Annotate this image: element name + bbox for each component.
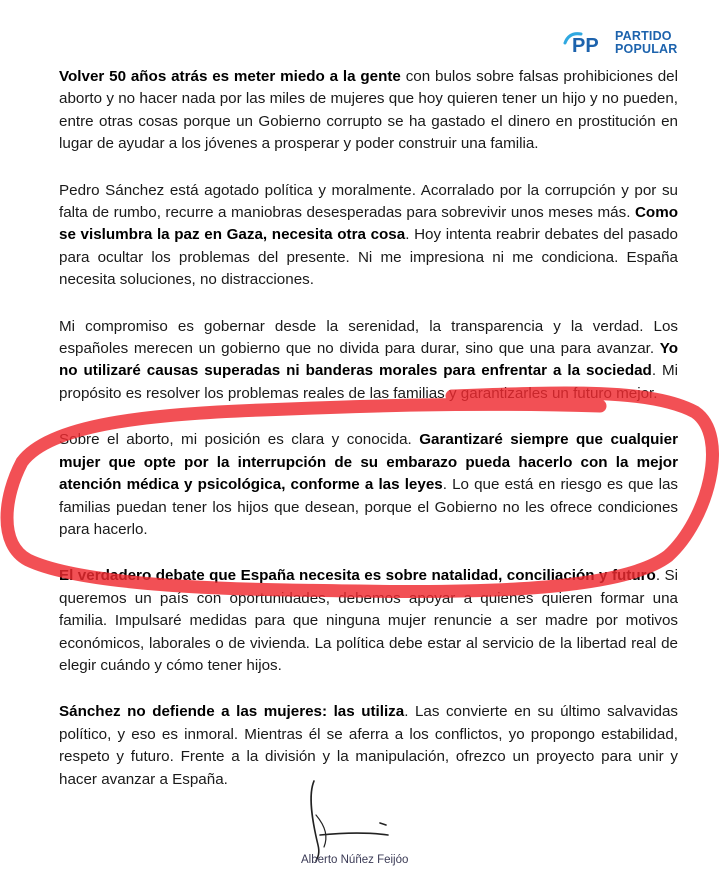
- paragraph-4-bold: Garantizaré siempre que cualquier mujer que opte por la interrupción de su embarazo pueda hacerlo con la mejor atención médica y psicológica, conforme a las leyes: [59, 431, 679, 494]
- paragraph-2: [59, 180, 678, 292]
- paragraph-4-text: . Lo que está en riesgo es que las familias puedan tener los hijos que desean, porque el Gobierno no les ofrece condiciones para hacerlo.: [59, 476, 679, 538]
- paragraph-2-text: . Hoy intenta reabrir debates del pasado para ocultar los problemas del presente. Ni me impresiona ni me condiciona. España necesita soluciones, no distracciones.: [59, 226, 678, 289]
- paragraph-4-pre: Sobre el aborto, mi posición es clara y conocida.: [59, 431, 420, 449]
- pp-logo-icon: [563, 30, 611, 56]
- paragraph-6-bold: Sánchez no defiende a las mujeres: las utiliza: [59, 703, 405, 721]
- paragraph-3: [59, 316, 678, 406]
- handwritten-signature: [296, 775, 426, 865]
- paragraph-6-text: . Las convierte en su último salvavidas político, y eso es inmoral. Mientras él se aferra a los conflictos, yo propongo estabilidad, respeto y futuro. Frente a la división y la manipulación, ofrezco un proyecto para unir y hacer avanzar a España.: [59, 703, 678, 788]
- paragraph-2-bold: Como se vislumbra la paz en Gaza, necesita otra cosa: [59, 204, 678, 244]
- paragraph-3-text: . Mi propósito es resolver los problemas reales de las familias y garantizarles un futuro mejor.: [59, 362, 679, 402]
- svg-text:PP: PP: [572, 35, 599, 56]
- logo-line-2: POPULAR: [615, 42, 678, 56]
- paragraph-4: [59, 429, 678, 541]
- paragraph-3-bold: Yo no utilizaré causas superadas ni banderas morales para enfrentar a la sociedad: [59, 340, 678, 380]
- paragraph-1-text: con bulos sobre falsas prohibiciones del aborto y no hacer nada por las miles de mujeres que hoy quieren tener un hijo y no pueden, entre otras cosas porque un Gobierno corrupto se ha gastado el dinero en prostitución en lugar de ayudar a los jóvenes a prosperar y poder construir una familia.: [59, 68, 678, 153]
- paragraph-1-bold: Volver 50 años atrás es meter miedo a la gente: [59, 68, 401, 85]
- party-logo: [563, 30, 678, 56]
- signer-name: Alberto Núñez Feijóo: [301, 854, 409, 866]
- paragraph-3-pre: Mi compromiso es gobernar desde la serenidad, la transparencia y la verdad. Los españoles merecen un gobierno que no divida para durar, sino que una para avanzar.: [59, 317, 678, 358]
- letter-body: [59, 66, 678, 815]
- paragraph-5-bold: El verdadero debate que España necesita es sobre natalidad, conciliación y futuro: [59, 567, 656, 585]
- logo-line-1: PARTIDO: [615, 29, 672, 43]
- paragraph-2-pre: Pedro Sánchez está agotado política y moralmente. Acorralado por la corrupción y por su falta de rumbo, recurre a maniobras desesperadas para sobrevivir unos meses más.: [59, 181, 678, 222]
- paragraph-5-text: . Si queremos un país con oportunidades, debemos apoyar a quienes quieren formar una familia. Impulsaré medidas para que ninguna mujer renuncie a ser madre por motivos económicos, laborales o de vivienda. La política debe estar al servicio de la libertad real de elegir cuándo y cómo tener hijos.: [59, 567, 678, 674]
- logo-text: [615, 30, 678, 56]
- paragraph-1: [59, 66, 678, 156]
- paragraph-5: [59, 565, 678, 677]
